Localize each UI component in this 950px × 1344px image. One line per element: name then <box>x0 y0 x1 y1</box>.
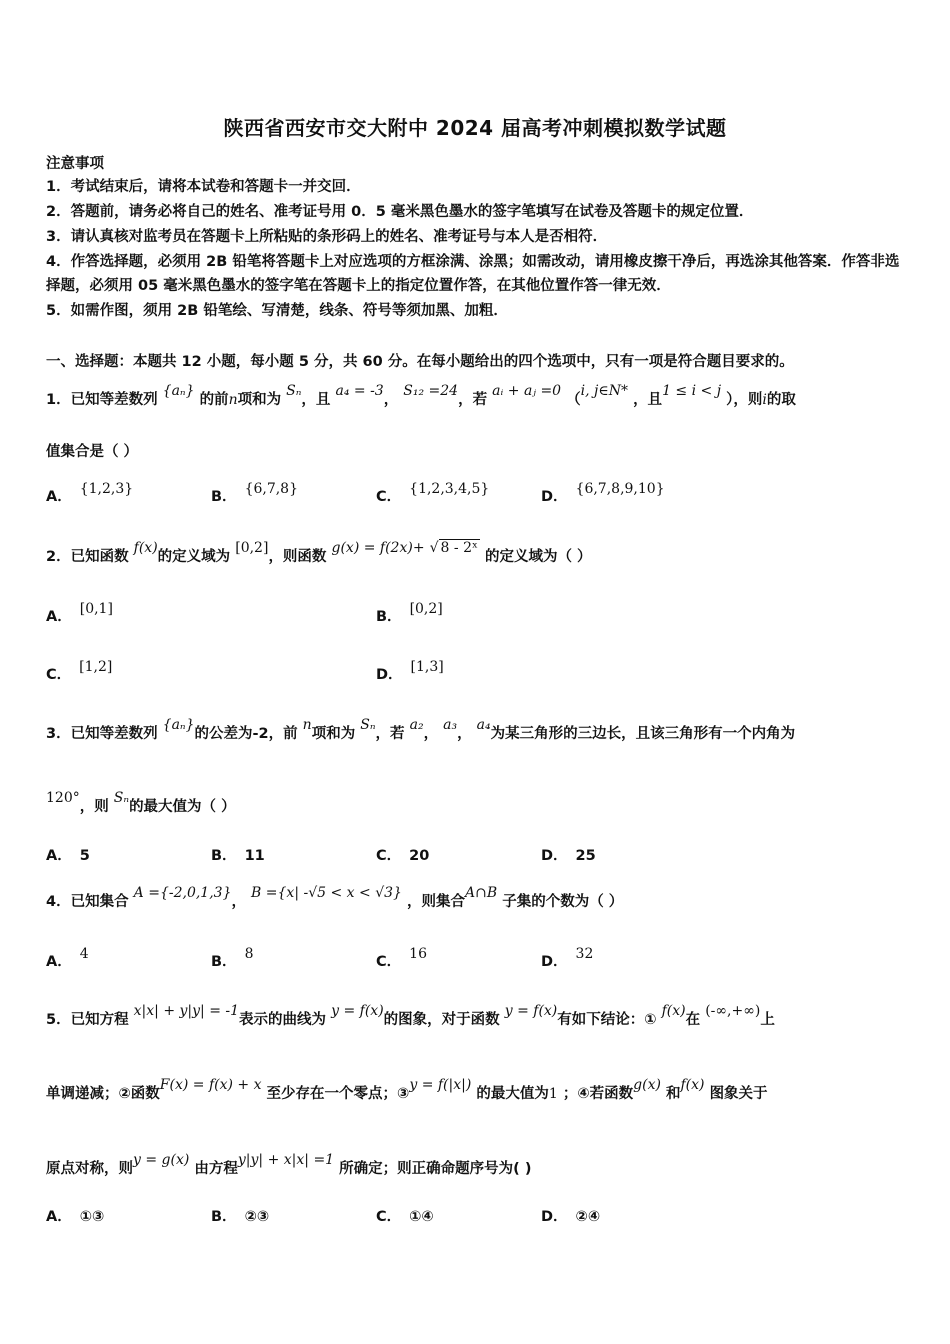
math-condition: a₄ = -3 <box>335 383 384 399</box>
math-condition: aᵢ + aⱼ =0 <box>492 383 562 399</box>
q4-option-a[interactable]: A． 4 <box>46 946 89 970</box>
q3-option-d[interactable]: D． 25 <box>541 848 596 864</box>
notice-item: 5．如需作图，须用 2B 铅笔绘、写清楚，线条、符号等须加黑、加粗． <box>46 303 508 319</box>
q2-option-c[interactable]: C． [1,2] <box>46 659 113 683</box>
page-title: 陕西省西安市交大附中 2024 届高考冲刺模拟数学试题 <box>223 116 727 140</box>
notice-heading: 注意事项 <box>46 156 104 172</box>
q1-option-b[interactable]: B． {6,7,8} <box>211 481 298 505</box>
q4-option-c[interactable]: C． 16 <box>376 946 427 970</box>
q2-option-d[interactable]: D． [1,3] <box>376 659 444 683</box>
math-sequence: {aₙ} <box>162 383 195 399</box>
question-5-line-2: 单调递减；②函数F(x) = f(x) + x 至少存在一个零点；③y = f(|x|) 的最大值为1 ；④若函数g(x) 和f(x) 图象关于 <box>46 1077 768 1102</box>
notice-item: 4．作答选择题，必须用 2B 铅笔将答题卡上对应选项的方框涂满、涂黑；如需改动，请用橡皮擦干净后，再选涂其他答案．作答非选择题，必须用 05 毫米黑色墨水的签字笔在答题卡上的指定位置作答，在其他位置作答一律无效． <box>46 254 900 294</box>
question-1-line-1: 1．已知等差数列 {aₙ} 的前n项和为 Sₙ，且 a₄ = -3， S₁₂ =24，若 aᵢ + aⱼ =0 （i, j∈N* ，且1 ≤ i < j ），则i的取 <box>46 383 796 408</box>
math-condition: S₁₂ =24 <box>403 383 459 399</box>
section-heading: 一、选择题：本题共 12 小题，每小题 5 分，共 60 分。在每小题给出的四个选项中，只有一项是符合题目要求的。 <box>46 354 794 370</box>
q2-option-b[interactable]: B． [0,2] <box>376 601 443 625</box>
question-4: 4．已知集合 A ={-2,0,1,3}， B ={x| -√5 < x < √3} ，则集合A∩B 子集的个数为（ ） <box>46 885 624 910</box>
q3-option-b[interactable]: B． 11 <box>211 848 265 864</box>
question-2: 2．已知函数 f(x)的定义域为 [0,2]，则函数 g(x) = f(2x)+ √ 8 - 2ˣ 的定义域为（ ） <box>46 540 592 565</box>
question-5-line-3: 原点对称，则y = g(x) 由方程y|y| + x|x| =1 所确定；则正确命题序号为( ) <box>46 1152 532 1177</box>
q4-option-b[interactable]: B． 8 <box>211 946 254 970</box>
notice-item: 3．请认真核对监考员在答题卡上所粘贴的条形码上的姓名、准考证号与本人是否相符． <box>46 229 608 245</box>
math-sum: Sₙ <box>286 383 302 399</box>
q2-option-a[interactable]: A． [0,1] <box>46 601 113 625</box>
q5-option-b[interactable]: B． ②③ <box>211 1209 270 1225</box>
q5-option-c[interactable]: C． ①④ <box>376 1209 434 1225</box>
question-3-line-2: 120°，则 Sₙ的最大值为（ ） <box>46 790 236 815</box>
q1-option-d[interactable]: D． {6,7,8,9,10} <box>541 481 665 505</box>
question-3-line-1: 3．已知等差数列 {aₙ}的公差为-2，前 n项和为 Sₙ，若 a₂， a₃， a₄为某三角形的三边长，且该三角形有一个内角为 <box>46 717 796 742</box>
notice-item: 1．考试结束后，请将本试卷和答题卡一并交回． <box>46 179 361 195</box>
question-1-line-2: 值集合是（ ） <box>46 444 139 460</box>
math-condition: i, j∈N* <box>580 383 628 399</box>
q4-option-d[interactable]: D． 32 <box>541 946 594 970</box>
math-condition: 1 ≤ i < j <box>662 383 722 399</box>
q3-option-a[interactable]: A． 5 <box>46 848 90 864</box>
q3-option-c[interactable]: C． 20 <box>376 848 430 864</box>
q1-option-c[interactable]: C． {1,2,3,4,5} <box>376 481 490 505</box>
question-5-line-1: 5．已知方程 x|x| + y|y| = -1表示的曲线为 y = f(x)的图象，对于函数 y = f(x)有如下结论：① f(x)在 (-∞,+∞)上 <box>46 1003 775 1028</box>
notice-item: 2．答题前，请务必将自己的姓名、准考证号用 0．5 毫米黑色墨水的签字笔填写在试卷及答题卡的规定位置． <box>46 204 754 220</box>
q1-option-a[interactable]: A． {1,2,3} <box>46 481 134 505</box>
q5-option-d[interactable]: D． ②④ <box>541 1209 601 1225</box>
q5-option-a[interactable]: A． ①③ <box>46 1209 105 1225</box>
